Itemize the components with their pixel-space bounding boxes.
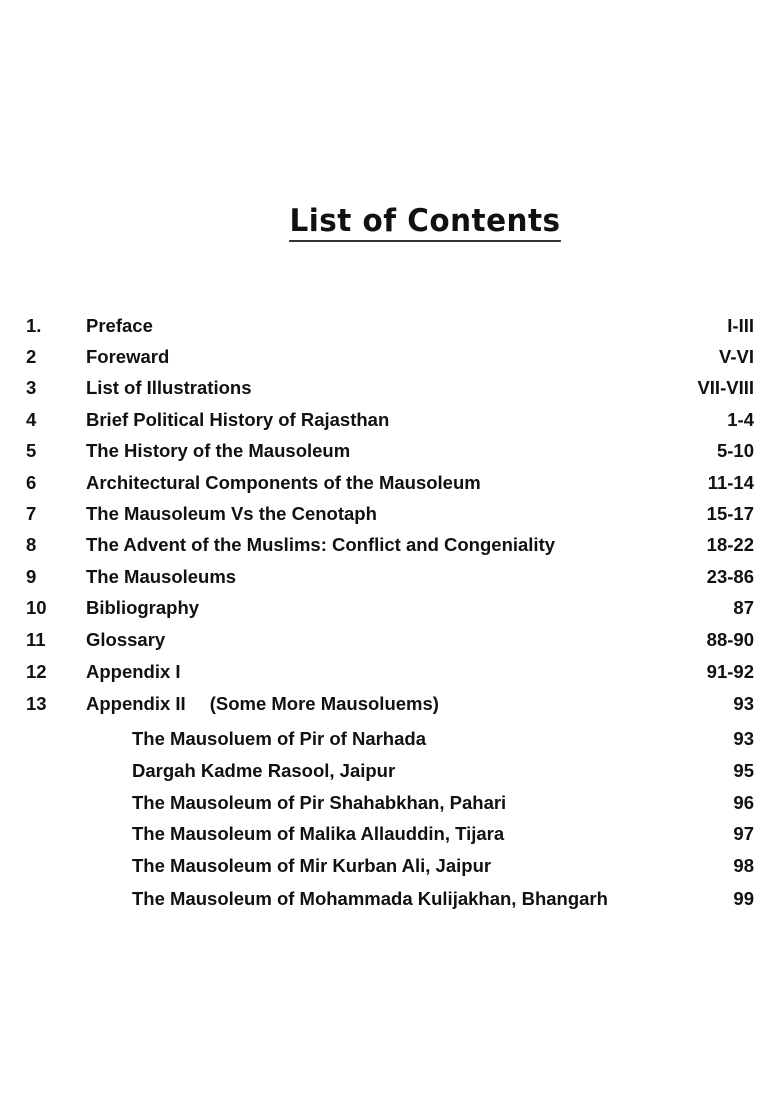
entry-number: 5 (26, 440, 37, 461)
subentry-pages: 93 (733, 728, 754, 749)
entry-pages: V-VI (719, 346, 754, 367)
entry-title-text: List of Illustrations (86, 377, 252, 398)
entry-number: 4 (26, 409, 37, 430)
entry-number: 3 (26, 377, 37, 398)
entry-title-text: Glossary (86, 629, 166, 650)
subentry-pages: 96 (733, 792, 754, 813)
subentry-title: Dargah Kadme Rasool, Jaipur (132, 760, 396, 781)
entry-number: 9 (26, 566, 37, 587)
entry-title (86, 406, 389, 434)
entry-number: 6 (26, 472, 37, 493)
entry-note: (Some More Mausoluems) (209, 693, 439, 714)
toc-entry[interactable] (0, 406, 780, 434)
toc-subentry[interactable] (0, 885, 780, 913)
title-text: List of Contents (289, 203, 560, 242)
entry-title (86, 437, 350, 465)
entry-pages: 93 (733, 693, 754, 714)
subentry-title: The Mausoluem of Pir of Narhada (132, 728, 426, 749)
entry-pages: 5-10 (716, 440, 754, 461)
entry-title (86, 658, 181, 686)
entry-pages: 88-90 (706, 629, 754, 650)
toc-entry[interactable] (0, 343, 780, 371)
entry-title-text: Foreward (86, 346, 170, 367)
toc-entry[interactable] (0, 500, 780, 528)
subentry-pages: 99 (733, 888, 754, 909)
entry-title (86, 626, 165, 654)
entry-title (86, 531, 555, 559)
entry-number: 12 (26, 661, 47, 682)
entry-title-text: The Mausoleums (86, 566, 237, 587)
entry-number: 8 (26, 534, 37, 555)
entry-number: 2 (26, 346, 37, 367)
entry-title (86, 343, 169, 371)
entry-title-text: Bibliography (86, 597, 200, 618)
toc-entry[interactable] (0, 531, 780, 559)
toc-subentry[interactable] (0, 852, 780, 880)
entry-pages: 91-92 (706, 661, 754, 682)
entry-pages: 15-17 (706, 503, 754, 524)
entry-title (86, 374, 251, 402)
subentry-pages: 98 (733, 855, 754, 876)
subentry-title: The Mausoleum of Malika Allauddin, Tijara (132, 823, 505, 844)
entry-title (86, 690, 439, 718)
subentry-title: The Mausoleum of Mohammada Kulijakhan, Bhangarh (132, 888, 608, 909)
toc-entry[interactable] (0, 594, 780, 622)
entry-pages: 18-22 (706, 534, 754, 555)
entry-number: 1. (26, 315, 42, 336)
entry-pages: 23-86 (706, 566, 754, 587)
entry-title (86, 563, 236, 591)
toc-entry[interactable] (0, 437, 780, 465)
toc-subentry[interactable] (0, 725, 780, 753)
entry-title-text: Appendix I (86, 661, 181, 682)
toc-entry[interactable] (0, 563, 780, 591)
entry-number: 10 (26, 597, 47, 618)
toc-subentry[interactable] (0, 757, 780, 785)
page-title (21, 203, 780, 239)
entry-number: 11 (26, 629, 46, 650)
toc-entry[interactable] (0, 374, 780, 402)
subentry-title: The Mausoleum of Pir Shahabkhan, Pahari (132, 792, 507, 813)
toc-entry[interactable] (0, 658, 780, 686)
toc-entry[interactable] (0, 690, 780, 718)
entry-pages: 11-14 (707, 472, 754, 493)
entry-title-text: Architectural Components of the Mausoleum (86, 472, 481, 493)
entry-title-text: Preface (86, 315, 153, 336)
entry-title (86, 312, 153, 340)
entry-title (86, 469, 481, 497)
entry-pages: VII-VIII (697, 377, 754, 398)
entry-pages: I-III (727, 315, 754, 336)
toc-entry[interactable] (0, 626, 780, 654)
entry-number: 7 (26, 503, 37, 524)
toc-entry[interactable] (0, 312, 780, 340)
toc-entry[interactable] (0, 469, 780, 497)
entry-title (86, 500, 377, 528)
toc-subentry[interactable] (0, 789, 780, 817)
entry-number: 13 (26, 693, 47, 714)
entry-title-text: Appendix II (86, 693, 186, 714)
entry-title-text: The Advent of the Muslims: Conflict and Congeniality (86, 534, 556, 555)
entry-title (86, 594, 199, 622)
entry-title-text: The History of the Mausoleum (86, 440, 351, 461)
entry-title-text: The Mausoleum Vs the Cenotaph (86, 503, 377, 524)
entry-title-text: Brief Political History of Rajasthan (86, 409, 390, 430)
entry-pages: 1-4 (727, 409, 754, 430)
entry-pages: 87 (733, 597, 754, 618)
toc-subentry[interactable] (0, 820, 780, 848)
subentry-pages: 95 (733, 760, 754, 781)
subentry-pages: 97 (733, 823, 754, 844)
subentry-title: The Mausoleum of Mir Kurban Ali, Jaipur (132, 855, 492, 876)
